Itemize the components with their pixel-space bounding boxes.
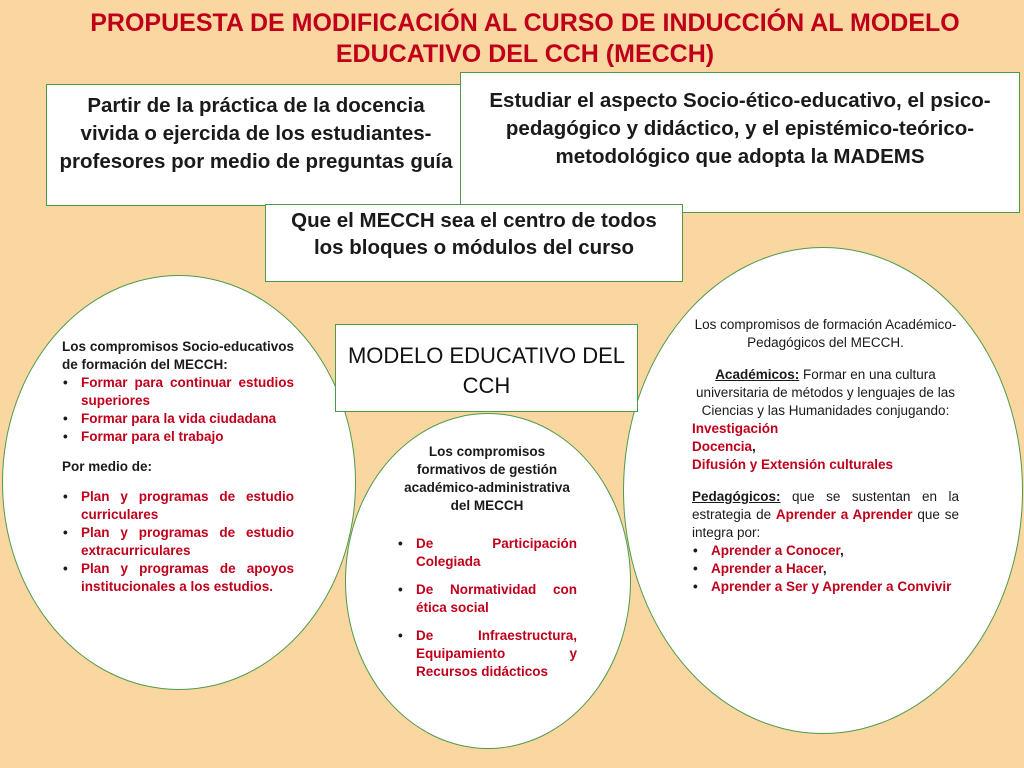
pedagogic-item: Aprender a Hacer: [711, 561, 823, 576]
list-item: [692, 542, 959, 560]
pedagogic-highlight: Aprender a Aprender: [775, 507, 913, 522]
pedagogic-paragraph: [692, 488, 959, 542]
right-intro: Los compromisos de formación Académico-Pedagógicos del MECCH.: [694, 317, 957, 350]
center-box: Que el MECCH sea el centro de todos los bloques o módulos del curso: [265, 204, 683, 282]
means-label: Por medio de:: [62, 459, 153, 474]
comma: ,: [840, 543, 844, 558]
comma: ,: [752, 439, 756, 454]
academic-item: Docencia: [692, 439, 753, 454]
list-item: • Plan y programas de apoyos institucionales a los estudios.: [62, 560, 294, 596]
academic-label: Académicos:: [715, 367, 800, 382]
academic-text: Formar en una cultura universitaria de métodos y lenguajes de las Ciencias y las Humanidades conjugando:: [696, 367, 955, 418]
pedagogic-item: Aprender a Conocer: [711, 543, 841, 558]
list-item: • Formar para continuar estudios superiores: [62, 374, 294, 410]
pedagogic-text: que se integra por:: [692, 507, 959, 540]
comma: ,: [822, 561, 827, 576]
academic-item-row: [692, 438, 959, 456]
pedagogic-label: Pedagógicos:: [692, 489, 781, 504]
list-item: • De Normatividad con ética social: [397, 581, 577, 617]
left-intro: Los compromisos Socio-educativos de formación del MECCH:: [62, 339, 294, 372]
middle-intro: Los compromisos formativos de gestión académico-administrativa del MECCH: [404, 444, 570, 513]
model-box: MODELO EDUCATIVO DEL CCH: [335, 324, 638, 412]
study-box: Estudiar el aspecto Socio-ético-educativo, el psico-pedagógico y didáctico, y el epistémico-teórico-metodológico que adopta la MADEMS: [460, 72, 1020, 213]
left-means-list: [62, 488, 294, 596]
list-item: • Plan y programas de estudio extracurriculares: [62, 524, 294, 560]
list-item: • Formar para el trabajo: [62, 428, 294, 446]
list-item: • De Infraestructura, Equipamiento y Recursos didácticos: [397, 627, 577, 681]
list-item: • De Participación Colegiada: [397, 535, 577, 571]
pedagogic-text: que se sustentan en la estrategia de: [692, 489, 959, 522]
academic-item: Difusión y Extensión culturales: [692, 457, 894, 472]
list-item: • Aprender a Ser y Aprender a Convivir: [692, 578, 959, 596]
list-item: • Formar para la vida ciudadana: [62, 410, 294, 428]
practice-box: Partir de la práctica de la docencia vivida o ejercida de los estudiantes-profesores por medio de preguntas guía: [46, 84, 466, 206]
list-item: • Plan y programas de estudio curriculares: [62, 488, 294, 524]
right-ellipse-content: [692, 316, 959, 596]
academic-paragraph: [692, 366, 959, 420]
middle-list: [397, 535, 577, 681]
page-title: PROPUESTA DE MODIFICACIÓN AL CURSO DE INDUCCIÓN AL MODELO EDUCATIVO DEL CCH (MECCH): [90, 9, 960, 68]
pedagogic-list: [692, 542, 959, 596]
left-ellipse-content: [62, 338, 294, 596]
left-goals-list: [62, 374, 294, 446]
list-item: [692, 560, 959, 578]
academic-item: Investigación: [692, 421, 779, 436]
middle-ellipse-content: [397, 443, 577, 691]
